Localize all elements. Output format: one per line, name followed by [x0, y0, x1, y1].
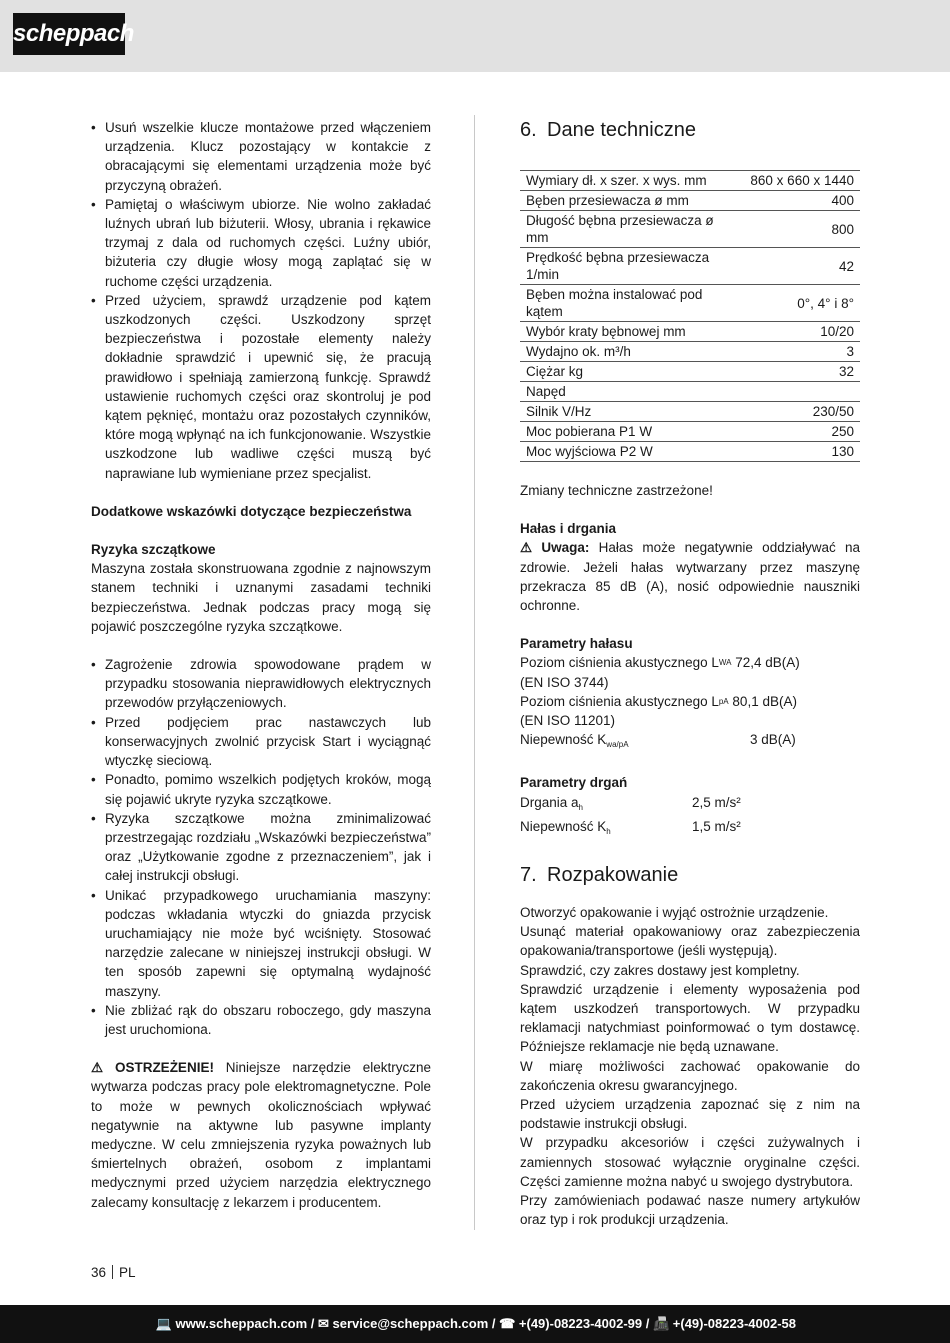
column-divider: [474, 115, 475, 1230]
warning-label: OSTRZEŻENIE!: [114, 1060, 214, 1076]
spec-label: Wymiary dł. x szer. x wys. mm: [520, 171, 730, 191]
spec-label: Wybór kraty bębnowej mm: [520, 322, 730, 342]
residual-risk-item: • Ryzyka szczątkowe można zminimalizować przestrzegając rozdziału „Wskazówki bezpieczeństwa” oraz „Użytkowanie zgodne z przeznaczeniem”, jak i całej instrukcji obsługi.: [91, 809, 431, 886]
spec-row: [520, 191, 860, 211]
noise-warning: [520, 538, 860, 615]
residual-risk-item: • Przed podjęciem prac nastawczych lub konserwacyjnych zwolnić przycisk Start i wyciągnąć wtyczkę sieciową.: [91, 713, 431, 771]
page-header: [0, 0, 950, 72]
spec-value: [730, 382, 860, 402]
vibration-params-heading: Parametry drgań: [520, 775, 628, 791]
spec-row: [520, 322, 860, 342]
spec-value: 42: [730, 248, 860, 285]
kwa-row: Niepewność $K_{wa/pA}$ 3 dB(A): [520, 732, 796, 750]
spec-value: 32: [730, 362, 860, 382]
spec-label: Wydajno ok. m³/h: [520, 342, 730, 362]
kh-row: Niepewność $K_h$ 1,5 m/s²: [520, 818, 741, 836]
spec-row: [520, 248, 860, 285]
unpack-paragraph: Przed użyciem urządzenia zapoznać się z nim na podstawie instrukcji obsługi.: [520, 1097, 860, 1132]
residual-risks-list: [91, 655, 431, 1039]
spec-value: 230/50: [730, 402, 860, 422]
spec-label: Prędkość bębna przesiewacza 1/min: [520, 248, 730, 285]
unpack-paragraph: W przypadku akcesoriów i części zużywalnych i zamiennych stosować wyłącznie oryginalne części. Części zamienne można nabyć u swojego dystrybutora.: [520, 1135, 860, 1189]
residual-risk-item: • Zagrożenie zdrowia spowodowane prądem w przypadku stosowania nieprawidłowych elektrycznych przewodów przyłączeniowych.: [91, 655, 431, 713]
section-7-heading: 7. Rozpakowanie: [520, 864, 679, 887]
safety-bullet-item: • Pamiętaj o właściwym ubiorze. Nie wolno zakładać luźnych ubrań lub biżuterii. Włosy, ubrania i rękawice trzymaj z dala od ruchomych części. Luźny ubiór, biżuteria czy długie włosy mogą zaplątać się w ruchome części urządzenia.: [91, 195, 431, 291]
spec-row: [520, 171, 860, 191]
residual-risks-heading: Ryzyka szczątkowe: [91, 542, 216, 558]
unpack-paragraph: W miarę możliwości zachować opakowanie do zakończenia okresu gwarancyjnego.: [520, 1058, 860, 1093]
additional-safety-heading: Dodatkowe wskazówki dotyczące bezpieczeństwa: [91, 503, 412, 519]
spec-value: 3: [730, 342, 860, 362]
spec-value: 10/20: [730, 322, 860, 342]
spec-row: [520, 285, 860, 322]
left-column: [91, 118, 431, 1212]
unpack-paragraph: Przy zamówieniach podawać nasze numery artykułów oraz typ i rok produkcji urządzenia.: [520, 1193, 860, 1228]
noise-params-heading: Parametry hałasu: [520, 636, 633, 652]
unpack-paragraph: Usunąć materiał opakowaniowy oraz zabezpieczenia opakowania/transportowe (jeśli występują).: [520, 924, 860, 959]
spec-label: Napęd: [520, 382, 730, 402]
spec-label: Silnik V/Hz: [520, 402, 730, 422]
ah-row: Drgania $a_h$ 2,5 m/s²: [520, 794, 741, 812]
scheppach-logo: scheppach: [13, 13, 125, 55]
warning-text: Niniejsze narzędzie elektryczne wytwarza podczas pracy pole elektromagnetyczne. Pole to może w pewnych okolicznościach wpływać negatywnie na aktywne lub pasywne implanty medyczne. W celu zmniejszenia ryzyka poważnych lub śmiertelnych obrażeń, osobom z implantami medycznymi przed użyciem narzędzia elektrycznego zalecamy konsultację z lekarzem i producentem.: [91, 1060, 431, 1210]
lpa-norm: (EN ISO 11201): [520, 713, 616, 729]
contact-footer: 💻 www.scheppach.com / ✉ service@scheppach.com / ☎ +(49)-08223-4002-99 / 📠 +(49)-08223-4002-58: [0, 1305, 950, 1343]
residual-risk-item: • Nie zbliżać rąk do obszaru roboczego, gdy maszyna jest uruchomiona.: [91, 1001, 431, 1039]
technical-data-table: [520, 170, 860, 462]
spec-value: 130: [730, 442, 860, 462]
spec-label: Bęben przesiewacza ø mm: [520, 191, 730, 211]
tech-changes-note: Zmiany techniczne zastrzeżone!: [520, 483, 713, 498]
unpack-paragraph: Otworzyć opakowanie i wyjąć ostrożnie urządzenie.: [520, 905, 829, 921]
noise-warning-text: Hałas może negatywnie oddziaływać na zdrowie. Jeżeli hałas wytwarzany przez maszynę przekracza 85 dB (A), nosić odpowiednie nauszniki ochronne.: [520, 540, 860, 614]
section-6-heading: 6. Dane techniczne: [520, 119, 696, 141]
warning-triangle-icon: ⚠: [520, 540, 533, 556]
noise-warning-label: Uwaga:: [541, 540, 590, 556]
safety-bullet-item: • Przed użyciem, sprawdź urządzenie pod kątem uszkodzonych części. Uszkodzony sprzęt bezpieczeństwa i pozostałe elementy należy dokładnie sprawdzić i upewnić się, że pracują prawidłowo i spełniają zamierzoną funkcję. Sprawdź ustawienie ruchomych części oraz skontroluj je pod kątem pęknięć, montażu oraz pozostałych czynników, które mogą wpłynąć na ich funkcjonowanie. Wszystkie uszkodzone lub wadliwe części muszą być naprawiane lub wymieniane przez specjalist.: [91, 291, 431, 483]
residual-risk-item: • Unikać przypadkowego uruchamiania maszyny: podczas wkładania wtyczki do gniazda przycisk uruchamiający nie może być wciśnięty. Stosować narzędzie zalecane w niniejszej instrukcji obsługi. W ten sposób zapewni się optymalną wydajność maszyny.: [91, 886, 431, 1001]
spec-label: Długość bębna przesiewacza ø mm: [520, 211, 730, 248]
spec-label: Moc wyjściowa P2 W: [520, 442, 730, 462]
spec-value: 0°, 4° i 8°: [730, 285, 860, 322]
spec-label: Bęben można instalować pod kątem: [520, 285, 730, 322]
lpa-row: Poziom ciśnienia akustycznego L pA 80,1 dB(A): [520, 693, 797, 709]
unpacking-text: [520, 903, 860, 1229]
spec-value: 800: [730, 211, 860, 248]
lwa-row: Poziom ciśnienia akustycznego L WA 72,4 dB(A): [520, 655, 800, 671]
spec-row: [520, 362, 860, 382]
lwa-norm: (EN ISO 3744): [520, 674, 609, 690]
unpack-paragraph: Sprawdzić urządzenie i elementy wyposażenia pod kątem uszkodzeń transportowych. W przypadku reklamacji natychmiast poinformować o tym dostawcę. Późniejsze reklamacje nie będą uznawane.: [520, 981, 860, 1055]
unpack-paragraph: Sprawdzić, czy zakres dostawy jest kompletny.: [520, 962, 800, 978]
safety-bullet-item: • Usuń wszelkie klucze montażowe przed włączeniem urządzenia. Klucz pozostający w kontakcie z obracającymi się elementami urządzenia może być przyczyną obrażeń.: [91, 118, 431, 195]
right-column: [520, 118, 860, 1230]
warning-triangle-icon: ⚠: [91, 1060, 104, 1076]
spec-row: [520, 422, 860, 442]
residual-risks-text: Maszyna została skonstruowana zgodnie z najnowszym stanem techniki i uznanymi zasadami techniki bezpieczeństwa. Jednak podczas pracy mogą się pojawić poszczególne ryzyka szczątkowe.: [91, 561, 431, 634]
safety-bullet-list: [91, 118, 431, 483]
spec-label: Moc pobierana P1 W: [520, 422, 730, 442]
spec-label: Ciężar kg: [520, 362, 730, 382]
noise-vibration-heading: Hałas i drgania: [520, 521, 617, 537]
warning-paragraph: [91, 1058, 431, 1212]
spec-row: [520, 342, 860, 362]
spec-row: [520, 402, 860, 422]
spec-row: [520, 211, 860, 248]
residual-risk-item: • Ponadto, pomimo wszelkich podjętych kroków, mogą się pojawić ukryte ryzyka szczątkowe.: [91, 770, 431, 808]
spec-value: 860 x 660 x 1440: [730, 171, 860, 191]
page-number: 36 PL: [91, 1265, 136, 1280]
spec-row: [520, 382, 860, 402]
spec-value: 400: [730, 191, 860, 211]
spec-value: 250: [730, 422, 860, 442]
spec-row: [520, 442, 860, 462]
